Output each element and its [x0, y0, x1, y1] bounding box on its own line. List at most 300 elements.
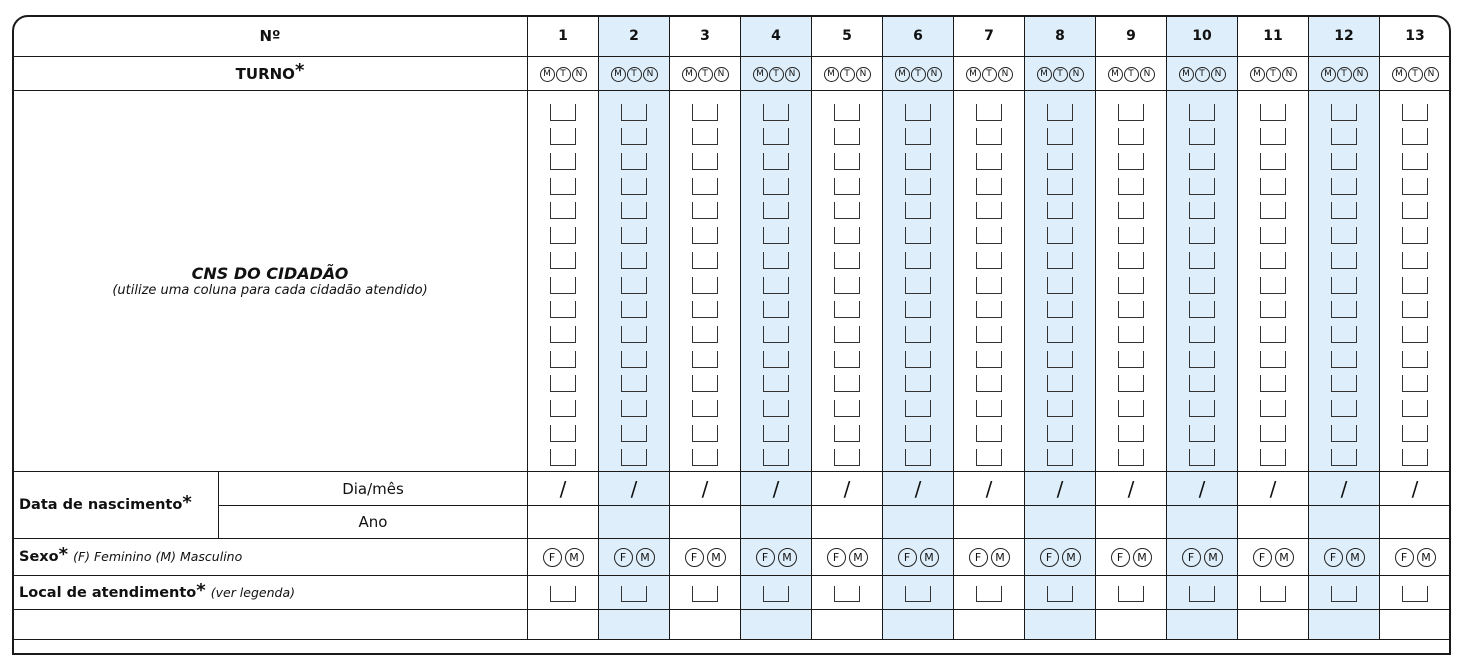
ano-field[interactable]	[599, 506, 670, 539]
ano-field[interactable]	[1238, 506, 1309, 539]
dia-mes-field[interactable]	[741, 472, 812, 506]
cns-digit-box[interactable]	[621, 220, 647, 245]
cns-digit-box[interactable]	[763, 295, 789, 320]
cns-digit-box[interactable]	[763, 245, 789, 270]
sexo-option-f[interactable]: F	[898, 548, 917, 567]
cns-digit-box[interactable]	[834, 319, 860, 344]
local-atendimento-box[interactable]	[1118, 586, 1144, 602]
cns-digit-box[interactable]	[1189, 220, 1215, 245]
cns-digit-box[interactable]	[976, 196, 1002, 221]
cns-digit-box[interactable]	[905, 97, 931, 122]
sexo-option-f[interactable]: F	[1182, 548, 1201, 567]
sexo-option-f[interactable]: F	[543, 548, 562, 567]
cns-digit-box[interactable]	[834, 146, 860, 171]
local-atendimento-box[interactable]	[834, 586, 860, 602]
local-atendimento-box[interactable]	[1331, 586, 1357, 602]
sexo-option-m[interactable]: M	[1275, 548, 1294, 567]
local-atendimento-box[interactable]	[1402, 586, 1428, 602]
cns-digit-box[interactable]	[905, 146, 931, 171]
turno-option-n[interactable]: N	[572, 67, 587, 82]
cns-digit-box[interactable]	[1118, 270, 1144, 295]
sexo-option-m[interactable]: M	[1062, 548, 1081, 567]
cns-digit-box[interactable]	[1331, 245, 1357, 270]
cns-digit-box[interactable]	[1118, 220, 1144, 245]
cns-digit-box[interactable]	[1260, 97, 1286, 122]
cns-digit-box[interactable]	[621, 196, 647, 221]
turno-option-m[interactable]: M	[682, 67, 697, 82]
cns-digit-box[interactable]	[1189, 443, 1215, 468]
cns-digit-box[interactable]	[905, 122, 931, 147]
cns-digit-box[interactable]	[621, 393, 647, 418]
cns-digit-box[interactable]	[1402, 97, 1428, 122]
turno-option-t[interactable]: T	[1053, 67, 1068, 82]
cns-digit-box[interactable]	[1402, 393, 1428, 418]
sexo-option-f[interactable]: F	[685, 548, 704, 567]
cns-digit-box[interactable]	[1331, 443, 1357, 468]
cns-digit-box[interactable]	[1118, 393, 1144, 418]
cns-digit-box[interactable]	[834, 418, 860, 443]
cns-digit-box[interactable]	[1189, 171, 1215, 196]
turno-option-n[interactable]: N	[714, 67, 729, 82]
turno-option-n[interactable]: N	[927, 67, 942, 82]
cns-digit-box[interactable]	[1331, 220, 1357, 245]
cns-digit-box[interactable]	[905, 171, 931, 196]
ano-field[interactable]	[528, 506, 599, 539]
turno-option-m[interactable]: M	[1108, 67, 1123, 82]
sexo-option-m[interactable]: M	[1204, 548, 1223, 567]
dia-mes-field[interactable]	[883, 472, 954, 506]
cns-digit-box[interactable]	[763, 171, 789, 196]
cns-digit-box[interactable]	[834, 220, 860, 245]
cns-digit-box[interactable]	[763, 319, 789, 344]
cns-digit-box[interactable]	[1118, 295, 1144, 320]
cns-digit-column	[1309, 91, 1380, 472]
cns-digit-box[interactable]	[621, 369, 647, 394]
cns-digit-box[interactable]	[1047, 295, 1073, 320]
cns-digit-box[interactable]	[1260, 369, 1286, 394]
cns-digit-box[interactable]	[1047, 443, 1073, 468]
turno-option-m[interactable]: M	[1321, 67, 1336, 82]
cns-digit-box[interactable]	[834, 443, 860, 468]
turno-option-m[interactable]: M	[1392, 67, 1407, 82]
dia-mes-field[interactable]	[1238, 472, 1309, 506]
sexo-option-f[interactable]: F	[969, 548, 988, 567]
turno-option-m[interactable]: M	[1179, 67, 1194, 82]
cns-digit-box[interactable]	[1189, 295, 1215, 320]
cns-digit-box[interactable]	[621, 171, 647, 196]
sexo-option-m[interactable]: M	[1346, 548, 1365, 567]
cns-digit-box[interactable]	[621, 443, 647, 468]
turno-option-m[interactable]: M	[753, 67, 768, 82]
cns-digit-box[interactable]	[1047, 245, 1073, 270]
cns-digit-box[interactable]	[1260, 443, 1286, 468]
cns-digit-box[interactable]	[1189, 270, 1215, 295]
dia-mes-field[interactable]	[599, 472, 670, 506]
ano-field[interactable]	[1096, 506, 1167, 539]
cns-digit-box[interactable]	[1118, 443, 1144, 468]
turno-option-m[interactable]: M	[540, 67, 555, 82]
sexo-option-f[interactable]: F	[1253, 548, 1272, 567]
turno-option-n[interactable]: N	[643, 67, 658, 82]
cns-digit-box[interactable]	[763, 146, 789, 171]
cns-digit-box[interactable]	[692, 97, 718, 122]
turno-option-n[interactable]: N	[1353, 67, 1368, 82]
cns-digit-box[interactable]	[550, 146, 576, 171]
cns-digit-box[interactable]	[1118, 319, 1144, 344]
cns-digit-box[interactable]	[763, 393, 789, 418]
cns-digit-box[interactable]	[621, 146, 647, 171]
cns-digit-box[interactable]	[834, 97, 860, 122]
cns-digit-box[interactable]	[763, 443, 789, 468]
cns-digit-box[interactable]	[1260, 146, 1286, 171]
cns-digit-box[interactable]	[621, 270, 647, 295]
local-atendimento-box[interactable]	[1189, 586, 1215, 602]
cns-digit-box[interactable]	[1189, 146, 1215, 171]
cns-digit-box[interactable]	[550, 295, 576, 320]
cns-digit-box[interactable]	[692, 122, 718, 147]
turno-option-t[interactable]: T	[982, 67, 997, 82]
cns-digit-box[interactable]	[976, 418, 1002, 443]
cns-digit-box[interactable]	[1189, 97, 1215, 122]
local-atendimento-box[interactable]	[905, 586, 931, 602]
cns-digit-box[interactable]	[621, 319, 647, 344]
cns-digit-box[interactable]	[1047, 146, 1073, 171]
turno-option-n[interactable]: N	[1140, 67, 1155, 82]
cns-digit-box[interactable]	[976, 369, 1002, 394]
sexo-option-f[interactable]: F	[756, 548, 775, 567]
ano-field[interactable]	[812, 506, 883, 539]
local-atendimento-box[interactable]	[763, 586, 789, 602]
cns-digit-box[interactable]	[834, 270, 860, 295]
cns-digit-box[interactable]	[550, 97, 576, 122]
turno-option-t[interactable]: T	[627, 67, 642, 82]
cns-digit-box[interactable]	[834, 393, 860, 418]
dia-mes-field[interactable]	[1025, 472, 1096, 506]
sexo-option-f[interactable]: F	[1324, 548, 1343, 567]
cns-digit-box[interactable]	[1189, 245, 1215, 270]
cns-digit-box[interactable]	[1047, 270, 1073, 295]
turno-option-m[interactable]: M	[895, 67, 910, 82]
cns-digit-box[interactable]	[692, 220, 718, 245]
cns-digit-box[interactable]	[1331, 270, 1357, 295]
cns-digit-box[interactable]	[621, 245, 647, 270]
cns-digit-box[interactable]	[1118, 122, 1144, 147]
cns-digit-box[interactable]	[1118, 171, 1144, 196]
sexo-option-m[interactable]: M	[636, 548, 655, 567]
cns-digit-box[interactable]	[621, 122, 647, 147]
turno-option-m[interactable]: M	[824, 67, 839, 82]
cns-digit-box[interactable]	[550, 270, 576, 295]
cns-digit-box[interactable]	[763, 418, 789, 443]
turno-option-m[interactable]: M	[611, 67, 626, 82]
ano-field[interactable]	[1025, 506, 1096, 539]
cns-digit-box[interactable]	[1260, 220, 1286, 245]
cns-digit-box[interactable]	[905, 393, 931, 418]
turno-option-t[interactable]: T	[1408, 67, 1423, 82]
cns-digit-box[interactable]	[550, 122, 576, 147]
sexo-option-f[interactable]: F	[1111, 548, 1130, 567]
cns-digit-box[interactable]	[1402, 319, 1428, 344]
cns-digit-box[interactable]	[976, 270, 1002, 295]
cns-digit-box[interactable]	[976, 344, 1002, 369]
cns-digit-box[interactable]	[1331, 393, 1357, 418]
cns-digit-box[interactable]	[692, 344, 718, 369]
cns-digit-box[interactable]	[692, 245, 718, 270]
sexo-option-f[interactable]: F	[827, 548, 846, 567]
cns-digit-box[interactable]	[834, 171, 860, 196]
cns-digit-box[interactable]	[763, 344, 789, 369]
cns-digit-box[interactable]	[1331, 146, 1357, 171]
turno-option-t[interactable]: T	[911, 67, 926, 82]
cns-digit-box[interactable]	[692, 295, 718, 320]
cns-digit-box[interactable]	[905, 295, 931, 320]
turno-option-t[interactable]: T	[1195, 67, 1210, 82]
cns-digit-box[interactable]	[905, 196, 931, 221]
cns-digit-box[interactable]	[1189, 418, 1215, 443]
sexo-option-m[interactable]: M	[778, 548, 797, 567]
cns-digit-box[interactable]	[1189, 319, 1215, 344]
cns-digit-box[interactable]	[550, 245, 576, 270]
cns-digit-box[interactable]	[976, 97, 1002, 122]
ano-field[interactable]	[883, 506, 954, 539]
cns-digit-box[interactable]	[1047, 122, 1073, 147]
cns-digit-box[interactable]	[1118, 97, 1144, 122]
dia-mes-field[interactable]	[528, 472, 599, 506]
cns-digit-box[interactable]	[905, 418, 931, 443]
cns-digit-box[interactable]	[1402, 443, 1428, 468]
cns-digit-box[interactable]	[1260, 122, 1286, 147]
turno-option-t[interactable]: T	[1266, 67, 1281, 82]
cns-digit-box[interactable]	[550, 369, 576, 394]
cns-digit-box[interactable]	[763, 369, 789, 394]
cns-digit-box[interactable]	[1118, 369, 1144, 394]
turno-option-n[interactable]: N	[998, 67, 1013, 82]
cns-digit-box[interactable]	[1402, 369, 1428, 394]
sexo-option-m[interactable]: M	[707, 548, 726, 567]
cns-digit-box[interactable]	[1260, 171, 1286, 196]
turno-option-t[interactable]: T	[769, 67, 784, 82]
cns-digit-box[interactable]	[1260, 295, 1286, 320]
cns-digit-box[interactable]	[692, 393, 718, 418]
cns-digit-box[interactable]	[976, 443, 1002, 468]
turno-option-n[interactable]: N	[1069, 67, 1084, 82]
cns-digit-box[interactable]	[905, 220, 931, 245]
turno-option-t[interactable]: T	[698, 67, 713, 82]
cns-digit-box[interactable]	[1402, 146, 1428, 171]
cns-digit-box[interactable]	[621, 344, 647, 369]
cns-digit-box[interactable]	[1260, 245, 1286, 270]
sexo-option-m[interactable]: M	[920, 548, 939, 567]
cns-digit-box[interactable]	[1047, 369, 1073, 394]
cns-digit-box[interactable]	[1402, 196, 1428, 221]
cns-digit-box[interactable]	[550, 196, 576, 221]
dia-mes-field[interactable]	[1309, 472, 1380, 506]
dia-mes-field[interactable]	[1167, 472, 1238, 506]
cns-digit-box[interactable]	[1047, 220, 1073, 245]
cns-digit-box[interactable]	[1189, 369, 1215, 394]
cns-digit-box[interactable]	[905, 245, 931, 270]
cns-digit-box[interactable]	[1260, 196, 1286, 221]
cns-digit-box[interactable]	[1260, 418, 1286, 443]
cns-digit-box[interactable]	[834, 295, 860, 320]
local-atendimento-box[interactable]	[550, 586, 576, 602]
cns-digit-box[interactable]	[976, 220, 1002, 245]
cns-digit-box[interactable]	[1047, 171, 1073, 196]
cns-digit-box[interactable]	[1331, 344, 1357, 369]
cns-digit-box[interactable]	[763, 196, 789, 221]
turno-option-n[interactable]: N	[856, 67, 871, 82]
cns-digit-box[interactable]	[834, 245, 860, 270]
cns-digit-box[interactable]	[763, 122, 789, 147]
cns-digit-box[interactable]	[1260, 270, 1286, 295]
dia-mes-field[interactable]	[954, 472, 1025, 506]
cns-digit-box[interactable]	[1189, 344, 1215, 369]
cns-digit-box[interactable]	[1189, 393, 1215, 418]
cns-digit-box[interactable]	[550, 393, 576, 418]
cns-digit-box[interactable]	[1402, 220, 1428, 245]
cns-digit-box[interactable]	[621, 295, 647, 320]
ano-field[interactable]	[954, 506, 1025, 539]
cns-digit-box[interactable]	[550, 220, 576, 245]
local-atendimento-box[interactable]	[692, 586, 718, 602]
cns-digit-box[interactable]	[692, 196, 718, 221]
cns-digit-box[interactable]	[905, 270, 931, 295]
ano-field[interactable]	[670, 506, 741, 539]
cns-digit-box[interactable]	[1402, 295, 1428, 320]
cns-digit-box[interactable]	[1118, 245, 1144, 270]
cns-digit-box[interactable]	[550, 418, 576, 443]
dia-mes-field[interactable]	[812, 472, 883, 506]
turno-option-n[interactable]: N	[1424, 67, 1439, 82]
sexo-option-f[interactable]: F	[1040, 548, 1059, 567]
cns-digit-box[interactable]	[976, 146, 1002, 171]
turno-option-n[interactable]: N	[1211, 67, 1226, 82]
cns-digit-box[interactable]	[1118, 196, 1144, 221]
cns-digit-box[interactable]	[1331, 369, 1357, 394]
sexo-option-m[interactable]: M	[1417, 548, 1436, 567]
cns-digit-box[interactable]	[905, 344, 931, 369]
cns-digit-box[interactable]	[834, 369, 860, 394]
cns-digit-box[interactable]	[1402, 122, 1428, 147]
turno-option-m[interactable]: M	[1250, 67, 1265, 82]
turno-option-t[interactable]: T	[556, 67, 571, 82]
cns-digit-box[interactable]	[976, 393, 1002, 418]
cns-digit-box[interactable]	[763, 220, 789, 245]
cns-digit-box[interactable]	[550, 443, 576, 468]
sexo-option-f[interactable]: F	[1395, 548, 1414, 567]
cns-digit-box[interactable]	[905, 443, 931, 468]
cns-digit-box[interactable]	[1047, 418, 1073, 443]
turno-option-n[interactable]: N	[1282, 67, 1297, 82]
cns-digit-box[interactable]	[976, 122, 1002, 147]
cns-digit-box[interactable]	[1118, 418, 1144, 443]
cns-digit-box[interactable]	[1402, 418, 1428, 443]
ano-field[interactable]	[1380, 506, 1451, 539]
sexo-option-f[interactable]: F	[614, 548, 633, 567]
cns-digit-box[interactable]	[1331, 171, 1357, 196]
sexo-option-m[interactable]: M	[565, 548, 584, 567]
turno-option-t[interactable]: T	[1124, 67, 1139, 82]
local-atendimento-box[interactable]	[1260, 586, 1286, 602]
cns-digit-box[interactable]	[1189, 196, 1215, 221]
cns-digit-box[interactable]	[1331, 319, 1357, 344]
local-atendimento-box[interactable]	[976, 586, 1002, 602]
cns-digit-box[interactable]	[1118, 146, 1144, 171]
ano-field[interactable]	[1167, 506, 1238, 539]
local-atendimento-box[interactable]	[621, 586, 647, 602]
cns-digit-box[interactable]	[834, 122, 860, 147]
cns-digit-box[interactable]	[1260, 393, 1286, 418]
cns-digit-box[interactable]	[1402, 245, 1428, 270]
cns-digit-box[interactable]	[905, 319, 931, 344]
turno-option-m[interactable]: M	[966, 67, 981, 82]
turno-option-n[interactable]: N	[785, 67, 800, 82]
cns-digit-box[interactable]	[1189, 122, 1215, 147]
cns-digit-box[interactable]	[1047, 344, 1073, 369]
cns-digit-box[interactable]	[834, 196, 860, 221]
cns-digit-box[interactable]	[1331, 196, 1357, 221]
sexo-option-m[interactable]: M	[991, 548, 1010, 567]
cns-digit-box[interactable]	[692, 443, 718, 468]
cns-digit-box[interactable]	[550, 344, 576, 369]
local-atendimento-box[interactable]	[1047, 586, 1073, 602]
cns-digit-box[interactable]	[1331, 418, 1357, 443]
cns-digit-box[interactable]	[1331, 122, 1357, 147]
cns-digit-box[interactable]	[1331, 295, 1357, 320]
cns-digit-box[interactable]	[763, 97, 789, 122]
cns-digit-box[interactable]	[692, 369, 718, 394]
cns-digit-box[interactable]	[1047, 393, 1073, 418]
cns-digit-box[interactable]	[976, 245, 1002, 270]
cns-digit-box[interactable]	[692, 146, 718, 171]
turno-option-t[interactable]: T	[840, 67, 855, 82]
sexo-option-m[interactable]: M	[849, 548, 868, 567]
cns-digit-box[interactable]	[1331, 97, 1357, 122]
cns-digit-box[interactable]	[692, 270, 718, 295]
cns-digit-box[interactable]	[763, 270, 789, 295]
cns-digit-box[interactable]	[1402, 344, 1428, 369]
cns-digit-box[interactable]	[834, 344, 860, 369]
cns-digit-box[interactable]	[1047, 196, 1073, 221]
ano-field[interactable]	[741, 506, 812, 539]
turno-option-m[interactable]: M	[1037, 67, 1052, 82]
cns-digit-box[interactable]	[976, 295, 1002, 320]
cns-digit-box[interactable]	[1260, 319, 1286, 344]
cns-digit-box[interactable]	[621, 418, 647, 443]
cns-digit-box[interactable]	[692, 418, 718, 443]
turno-option-t[interactable]: T	[1337, 67, 1352, 82]
dia-mes-field[interactable]	[670, 472, 741, 506]
cns-digit-box[interactable]	[1047, 97, 1073, 122]
cns-digit-box[interactable]	[976, 319, 1002, 344]
sexo-option-m[interactable]: M	[1133, 548, 1152, 567]
cns-digit-box[interactable]	[1047, 319, 1073, 344]
cns-digit-box[interactable]	[550, 171, 576, 196]
dia-mes-field[interactable]	[1096, 472, 1167, 506]
cns-digit-box[interactable]	[1402, 171, 1428, 196]
cns-digit-box[interactable]	[692, 319, 718, 344]
cns-digit-box[interactable]	[1260, 344, 1286, 369]
cns-digit-box[interactable]	[905, 369, 931, 394]
cns-digit-box[interactable]	[1402, 270, 1428, 295]
dia-mes-field[interactable]	[1380, 472, 1451, 506]
cns-digit-box[interactable]	[1118, 344, 1144, 369]
cns-digit-box[interactable]	[621, 97, 647, 122]
cns-digit-box[interactable]	[976, 171, 1002, 196]
ano-field[interactable]	[1309, 506, 1380, 539]
cns-digit-box[interactable]	[692, 171, 718, 196]
cns-digit-box[interactable]	[550, 319, 576, 344]
